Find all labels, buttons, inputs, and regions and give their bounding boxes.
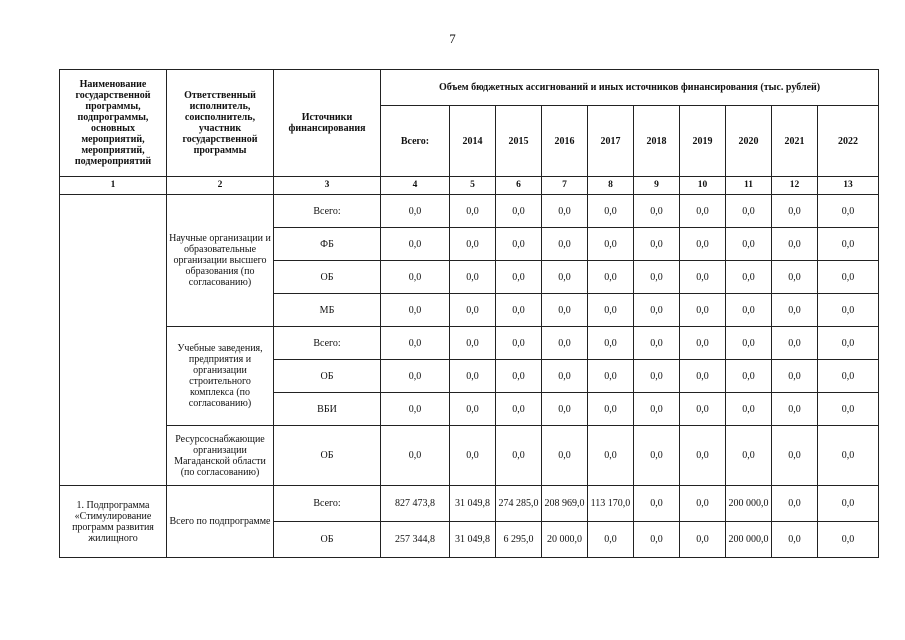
year-value-cell: 0,0 bbox=[726, 360, 772, 393]
header-year: 2016 bbox=[542, 106, 588, 177]
year-value-cell: 0,0 bbox=[588, 261, 634, 294]
year-value-cell: 0,0 bbox=[772, 195, 818, 228]
year-value-cell: 0,0 bbox=[726, 228, 772, 261]
column-number: 3 bbox=[274, 177, 381, 195]
header-year: 2021 bbox=[772, 106, 818, 177]
year-value-cell: 0,0 bbox=[542, 294, 588, 327]
year-value-cell: 0,0 bbox=[726, 327, 772, 360]
year-value-cell: 0,0 bbox=[634, 393, 680, 426]
total-value-cell: 827 473,8 bbox=[381, 486, 450, 522]
year-value-cell: 0,0 bbox=[772, 426, 818, 486]
column-number: 4 bbox=[381, 177, 450, 195]
year-value-cell: 0,0 bbox=[542, 360, 588, 393]
year-value-cell: 0,0 bbox=[680, 294, 726, 327]
year-value-cell: 0,0 bbox=[818, 327, 879, 360]
year-value-cell: 0,0 bbox=[726, 261, 772, 294]
column-number: 12 bbox=[772, 177, 818, 195]
header-responsible: Ответственный исполнитель, соисполнитель, участник государственной программы bbox=[167, 70, 274, 177]
total-value-cell: 0,0 bbox=[381, 195, 450, 228]
year-value-cell: 0,0 bbox=[588, 426, 634, 486]
funding-source-cell: Всего: bbox=[274, 486, 381, 522]
year-value-cell: 0,0 bbox=[772, 360, 818, 393]
total-value-cell: 0,0 bbox=[381, 228, 450, 261]
year-value-cell: 0,0 bbox=[680, 393, 726, 426]
header-volume-title: Объем бюджетных ассигнований и иных источников финансирования (тыс. рублей) bbox=[381, 70, 879, 106]
funding-source-cell: ФБ bbox=[274, 228, 381, 261]
year-value-cell: 0,0 bbox=[634, 228, 680, 261]
total-value-cell: 0,0 bbox=[381, 426, 450, 486]
year-value-cell: 0,0 bbox=[818, 261, 879, 294]
year-value-cell: 20 000,0 bbox=[542, 522, 588, 558]
total-value-cell: 257 344,8 bbox=[381, 522, 450, 558]
year-value-cell: 0,0 bbox=[680, 486, 726, 522]
year-value-cell: 0,0 bbox=[542, 426, 588, 486]
responsible-org-cell: Ресурсоснабжающие организации Магаданской области (по согласованию) bbox=[167, 426, 274, 486]
column-number: 6 bbox=[496, 177, 542, 195]
year-value-cell: 0,0 bbox=[496, 228, 542, 261]
year-value-cell: 0,0 bbox=[588, 327, 634, 360]
year-value-cell: 274 285,0 bbox=[496, 486, 542, 522]
year-value-cell: 0,0 bbox=[542, 261, 588, 294]
funding-source-cell: ОБ bbox=[274, 426, 381, 486]
year-value-cell: 0,0 bbox=[634, 195, 680, 228]
year-value-cell: 0,0 bbox=[772, 486, 818, 522]
year-value-cell: 0,0 bbox=[818, 486, 879, 522]
year-value-cell: 0,0 bbox=[634, 294, 680, 327]
column-number: 8 bbox=[588, 177, 634, 195]
funding-source-cell: МБ bbox=[274, 294, 381, 327]
year-value-cell: 0,0 bbox=[634, 327, 680, 360]
year-value-cell: 0,0 bbox=[496, 261, 542, 294]
year-value-cell: 0,0 bbox=[726, 426, 772, 486]
responsible-org-cell: Научные организации и образовательные организации высшего образования (по согласованию) bbox=[167, 195, 274, 327]
year-value-cell: 0,0 bbox=[496, 327, 542, 360]
year-value-cell: 0,0 bbox=[450, 393, 496, 426]
year-value-cell: 0,0 bbox=[588, 393, 634, 426]
total-value-cell: 0,0 bbox=[381, 393, 450, 426]
year-value-cell: 0,0 bbox=[818, 393, 879, 426]
year-value-cell: 0,0 bbox=[588, 522, 634, 558]
header-sources: Источники финансирования bbox=[274, 70, 381, 177]
header-year: 2015 bbox=[496, 106, 542, 177]
year-value-cell: 31 049,8 bbox=[450, 486, 496, 522]
total-value-cell: 0,0 bbox=[381, 327, 450, 360]
column-number: 10 bbox=[680, 177, 726, 195]
table-row bbox=[60, 327, 879, 360]
column-number: 9 bbox=[634, 177, 680, 195]
year-value-cell: 0,0 bbox=[772, 393, 818, 426]
column-number: 13 bbox=[818, 177, 879, 195]
year-value-cell: 0,0 bbox=[726, 195, 772, 228]
year-value-cell: 0,0 bbox=[634, 426, 680, 486]
year-value-cell: 0,0 bbox=[818, 195, 879, 228]
year-value-cell: 0,0 bbox=[680, 195, 726, 228]
funding-source-cell: Всего: bbox=[274, 327, 381, 360]
column-number: 2 bbox=[167, 177, 274, 195]
table-row bbox=[60, 426, 879, 486]
funding-source-cell: ОБ bbox=[274, 360, 381, 393]
year-value-cell: 0,0 bbox=[680, 261, 726, 294]
funding-source-cell: Всего: bbox=[274, 195, 381, 228]
year-value-cell: 0,0 bbox=[588, 228, 634, 261]
year-value-cell: 0,0 bbox=[588, 360, 634, 393]
header-year: 2020 bbox=[726, 106, 772, 177]
year-value-cell: 0,0 bbox=[496, 393, 542, 426]
year-value-cell: 0,0 bbox=[818, 228, 879, 261]
year-value-cell: 0,0 bbox=[542, 393, 588, 426]
year-value-cell: 0,0 bbox=[450, 327, 496, 360]
year-value-cell: 0,0 bbox=[496, 426, 542, 486]
year-value-cell: 0,0 bbox=[450, 228, 496, 261]
total-value-cell: 0,0 bbox=[381, 294, 450, 327]
page-number: 7 bbox=[449, 31, 456, 46]
table-row bbox=[60, 195, 879, 228]
responsible-org-cell: Учебные заведения, предприятия и организации строительного комплекса (по согласованию) bbox=[167, 327, 274, 426]
total-value-cell: 0,0 bbox=[381, 360, 450, 393]
table-row bbox=[60, 486, 879, 522]
year-value-cell: 31 049,8 bbox=[450, 522, 496, 558]
year-value-cell: 0,0 bbox=[496, 360, 542, 393]
year-value-cell: 208 969,0 bbox=[542, 486, 588, 522]
program-name-cell: 1. Подпрограмма «Стимулирование программ развития жилищного bbox=[60, 486, 167, 558]
program-name-cell bbox=[60, 195, 167, 486]
year-value-cell: 0,0 bbox=[634, 486, 680, 522]
year-value-cell: 0,0 bbox=[542, 228, 588, 261]
funding-source-cell: ОБ bbox=[274, 261, 381, 294]
column-number: 7 bbox=[542, 177, 588, 195]
year-value-cell: 200 000,0 bbox=[726, 522, 772, 558]
year-value-cell: 0,0 bbox=[680, 360, 726, 393]
header-year: 2017 bbox=[588, 106, 634, 177]
budget-table bbox=[59, 69, 879, 558]
year-value-cell: 0,0 bbox=[634, 522, 680, 558]
header-total: Всего: bbox=[381, 106, 450, 177]
year-value-cell: 0,0 bbox=[450, 195, 496, 228]
year-value-cell: 0,0 bbox=[818, 426, 879, 486]
year-value-cell: 0,0 bbox=[680, 228, 726, 261]
year-value-cell: 113 170,0 bbox=[588, 486, 634, 522]
total-value-cell: 0,0 bbox=[381, 261, 450, 294]
year-value-cell: 0,0 bbox=[818, 522, 879, 558]
year-value-cell: 6 295,0 bbox=[496, 522, 542, 558]
year-value-cell: 0,0 bbox=[726, 294, 772, 327]
header-year: 2014 bbox=[450, 106, 496, 177]
funding-source-cell: ВБИ bbox=[274, 393, 381, 426]
header-year: 2019 bbox=[680, 106, 726, 177]
header-name: Наименование государственной программы, подпрограммы, основных мероприятий, мероприятий, подмероприятий bbox=[60, 70, 167, 177]
year-value-cell: 0,0 bbox=[818, 294, 879, 327]
year-value-cell: 0,0 bbox=[634, 261, 680, 294]
year-value-cell: 0,0 bbox=[772, 522, 818, 558]
year-value-cell: 0,0 bbox=[588, 294, 634, 327]
column-number: 1 bbox=[60, 177, 167, 195]
year-value-cell: 0,0 bbox=[772, 327, 818, 360]
year-value-cell: 0,0 bbox=[680, 327, 726, 360]
header-year: 2022 bbox=[818, 106, 879, 177]
year-value-cell: 0,0 bbox=[496, 294, 542, 327]
year-value-cell: 0,0 bbox=[450, 261, 496, 294]
responsible-org-cell: Всего по подпрограмме bbox=[167, 486, 274, 558]
year-value-cell: 0,0 bbox=[726, 393, 772, 426]
header-year: 2018 bbox=[634, 106, 680, 177]
year-value-cell: 0,0 bbox=[772, 294, 818, 327]
year-value-cell: 0,0 bbox=[818, 360, 879, 393]
year-value-cell: 0,0 bbox=[680, 426, 726, 486]
column-number: 5 bbox=[450, 177, 496, 195]
year-value-cell: 0,0 bbox=[680, 522, 726, 558]
year-value-cell: 0,0 bbox=[450, 360, 496, 393]
year-value-cell: 0,0 bbox=[772, 261, 818, 294]
year-value-cell: 0,0 bbox=[542, 195, 588, 228]
column-numbers-row bbox=[60, 177, 879, 195]
year-value-cell: 0,0 bbox=[450, 426, 496, 486]
year-value-cell: 0,0 bbox=[542, 327, 588, 360]
year-value-cell: 0,0 bbox=[496, 195, 542, 228]
year-value-cell: 0,0 bbox=[588, 195, 634, 228]
funding-source-cell: ОБ bbox=[274, 522, 381, 558]
year-value-cell: 0,0 bbox=[772, 228, 818, 261]
year-value-cell: 0,0 bbox=[634, 360, 680, 393]
year-value-cell: 200 000,0 bbox=[726, 486, 772, 522]
year-value-cell: 0,0 bbox=[450, 294, 496, 327]
column-number: 11 bbox=[726, 177, 772, 195]
